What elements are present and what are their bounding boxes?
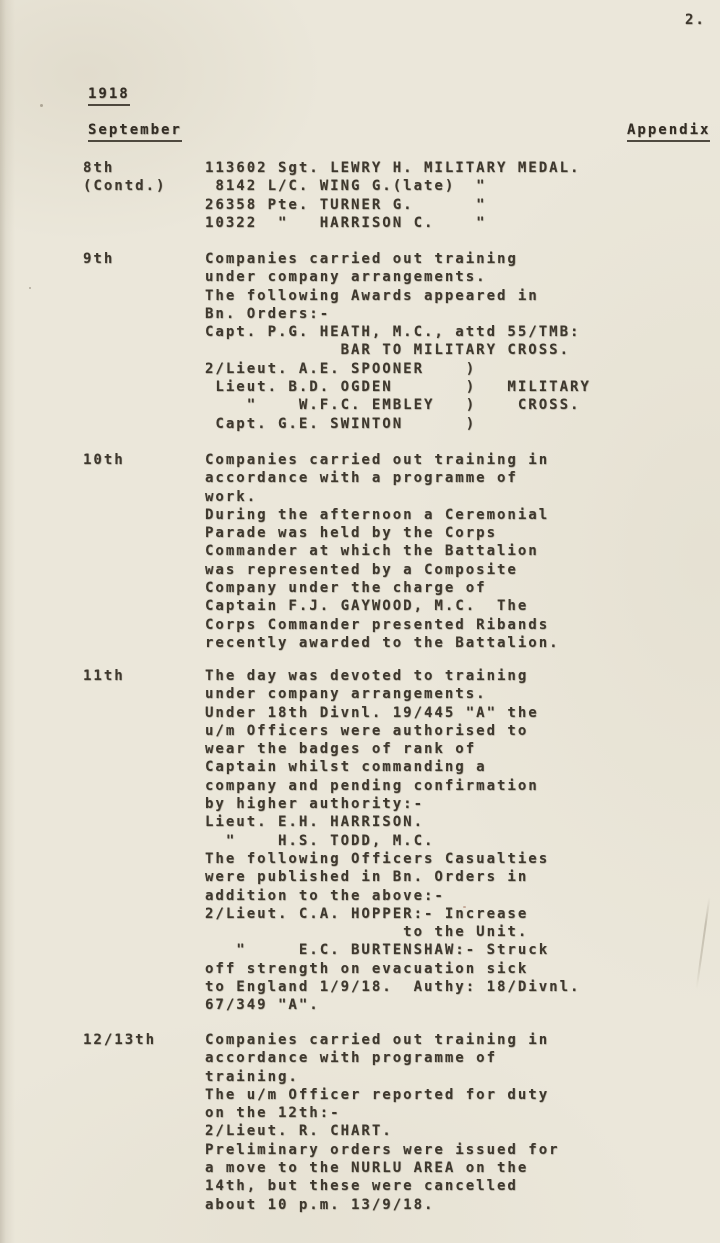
- entry-date-8th: 8th (Contd.): [83, 160, 167, 195]
- appendix-text: Appendix: [627, 121, 710, 142]
- entry-body-8th: 113602 Sgt. LEWRY H. MILITARY MEDAL. 8142 L/C. WING G.(late) " 26358 Pte. TURNER G. " 10322 " HARRISON C. ": [205, 160, 581, 231]
- paper-speck: [463, 906, 466, 908]
- entry-date-9th: 9th: [83, 251, 115, 267]
- month-heading: [88, 121, 182, 142]
- entry-date-10th: 10th: [83, 452, 125, 468]
- year-heading: [88, 85, 130, 106]
- entry-body-10th: Companies carried out training in accordance with a programme of work. During the afternoon a Ceremonial Parade was held by the Corps Commander at which the Battalion was represented by a Composite Company under the charge of Captain F.J. GAYWOOD, M.C. The Corps Commander presented Ribands recently awarded to the Battalion.: [205, 452, 560, 651]
- entry-date-11th: 11th: [83, 668, 125, 684]
- appendix-heading: [627, 121, 710, 142]
- paper-crease: [696, 897, 711, 988]
- year-text: 1918: [88, 85, 130, 106]
- entry-body-12-13th: Companies carried out training in accordance with programme of training. The u/m Officer reported for duty on the 12th:- 2/Lieut. R. CHART. Preliminary orders were issued for a move to the NURLU AREA on the 14th, but these were cancelled about 10 p.m. 13/9/18.: [205, 1032, 560, 1213]
- month-text: September: [88, 121, 182, 142]
- page-number: 2.: [685, 12, 706, 28]
- entry-body-11th: The day was devoted to training under company arrangements. Under 18th Divnl. 19/445 "A" the u/m Officers were authorised to wear the badges of rank of Captain whilst commanding a company and pending confirmation by higher authority:- Lieut. E.H. HARRISON. " H.S. TODD, M.C. The following Officers Casualties were published in Bn. Orders in addition to the above:- 2/Lieut. C.A. HOPPER:- Increase to the Unit. " E.C. BURTENSHAW:- Struck off strength on evacuation sick to England 1/9/18. Authy: 18/Divnl. 67/349 "A".: [205, 668, 581, 1014]
- entry-body-9th: Companies carried out training under company arrangements. The following Awards appeared in Bn. Orders:- Capt. P.G. HEATH, M.C., attd 55/TMB: BAR TO MILITARY CROSS. 2/Lieut. A.E. SPOONER ) Lieut. B.D. OGDEN ) MILITARY " W.F.C. EMBLEY ) CROSS. Capt. G.E. SWINTON ): [205, 251, 591, 432]
- paper-speck: [40, 104, 43, 107]
- paper-speck: [29, 287, 31, 289]
- entry-date-12-13th: 12/13th: [83, 1032, 157, 1048]
